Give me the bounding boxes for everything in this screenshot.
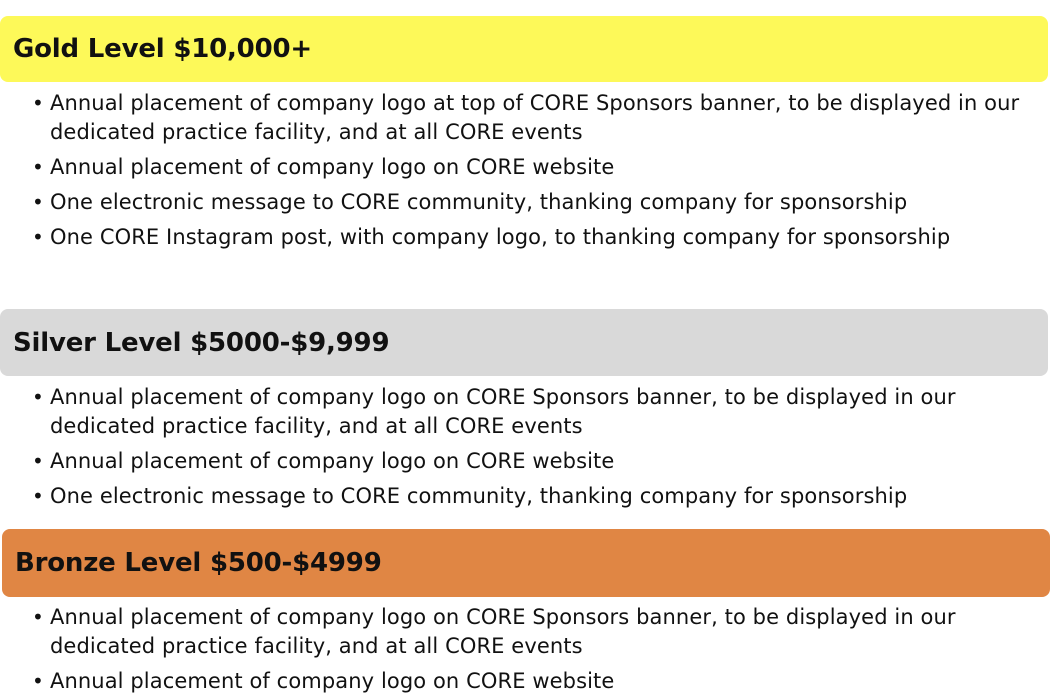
gold-level-header: Gold Level $10,000+ [0, 16, 1048, 82]
bronze-benefits-list [32, 603, 1047, 699]
silver-benefits-list [32, 383, 1047, 517]
list-item: • Annual placement of company logo at top of CORE Sponsors banner, to be displayed in our dedicated practice facility, and at all CORE events [32, 89, 1047, 147]
list-item: • One electronic message to CORE community, thanking company for sponsorship [32, 482, 1047, 511]
list-item: • One electronic message to CORE community, thanking company for sponsorship [32, 188, 1047, 217]
list-item: • One CORE Instagram post, with company logo, to thanking company for sponsorship [32, 223, 1047, 252]
list-item: • Annual placement of company logo on CORE website [32, 153, 1047, 182]
bronze-level-header: Bronze Level $500-$4999 [2, 529, 1050, 597]
list-item: • Annual placement of company logo on CORE Sponsors banner, to be displayed in our dedicated practice facility, and at all CORE events [32, 603, 1047, 661]
list-item: • Annual placement of company logo on CORE website [32, 667, 1047, 696]
list-item: • Annual placement of company logo on CORE website [32, 447, 1047, 476]
silver-level-header: Silver Level $5000-$9,999 [0, 309, 1048, 376]
gold-benefits-list [32, 89, 1047, 258]
list-item: • Annual placement of company logo on CORE Sponsors banner, to be displayed in our dedicated practice facility, and at all CORE events [32, 383, 1047, 441]
